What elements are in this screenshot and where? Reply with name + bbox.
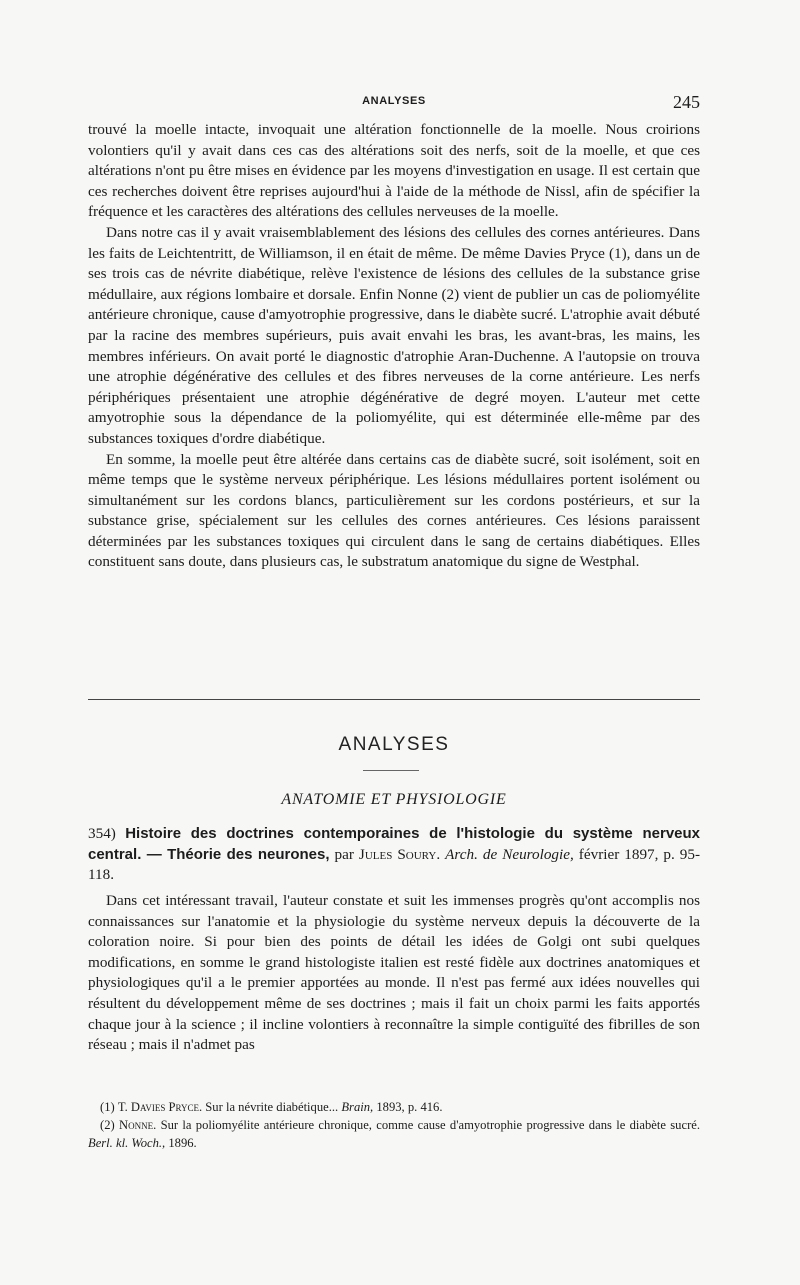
footnote-text: Sur la poliomyélite antérieure chronique, comme cause d'amyotrophie progressive dans le diabète sucré.	[160, 1118, 701, 1132]
entry-by: par	[334, 845, 354, 863]
continued-text-block	[88, 120, 700, 573]
section-subheading: ANATOMIE ET PHYSIOLOGIE	[281, 791, 507, 808]
entry-title: Histoire des doctrines contemporaines de l'histologie du système nerveux central. — Théorie des neurones,	[88, 825, 701, 863]
entry-journal: Arch. de Neurologie,	[445, 845, 574, 863]
page-number: 245	[673, 92, 700, 112]
heading-underline	[363, 770, 419, 771]
footnote-text: Sur la névrite diabétique...	[205, 1100, 339, 1114]
footnotes	[88, 1098, 700, 1152]
running-title: ANALYSES	[362, 95, 426, 107]
analysis-text-block	[88, 891, 700, 1056]
footnote-author: Nonne.	[119, 1118, 157, 1132]
footnote-rest: 1896.	[168, 1136, 197, 1150]
footnote-mark: (1)	[100, 1100, 115, 1114]
entry-number: 354)	[88, 825, 116, 842]
footnote-journal: Brain,	[341, 1100, 374, 1114]
footnote-1	[88, 1098, 700, 1116]
footnote-mark: (2)	[100, 1118, 115, 1132]
entry-author: Jules Soury.	[358, 845, 441, 863]
paragraph: Dans notre cas il y avait vraisemblablement des lésions des cellules des cornes antérieures. Dans les faits de Leichtentritt, de Williamson, il en était de même. De même Davies Pryce (1), dans un de ses trois cas de névrite diabétique, relève l'existence de lésions des cellules de la substance grise médullaire, aux régions lombaire et dorsale. Enfin Nonne (2) vient de publier un cas de poliomyélite antérieure chronique, cause d'amyotrophie progressive, dans le diabète sucré. L'atrophie avait débuté par la racine des membres supérieurs, puis avait envahi les bras, les avant-bras, les mains, les membres inférieurs. On avait porté le diagnostic d'atrophie Aran-Duchenne. A l'autopsie on trouva une atrophie dégénérative des cellules et des fibres nerveuses de la corne antérieure. Les nerfs périphériques présentaient une atrophie dégénérative de degré moyen. L'auteur met cette amyotrophie sous la dépendance de la poliomyélite, qui est déterminée elle-même par des substances toxiques d'ordre diabétique.	[88, 223, 700, 447]
footnote-2	[88, 1116, 700, 1152]
section-divider	[88, 699, 700, 700]
entry-citation: février 1897, p. 95-118.	[88, 845, 701, 884]
paragraph: Dans cet intéressant travail, l'auteur constate et suit les immenses progrès qu'ont accomplis nos connaissances sur l'anatomie et la physiologie du système nerveux depuis la découverte de la coloration noire. Si pour bien des points de détail les idées de Golgi ont subi quelques modifications, en somme le grand histologiste italien est resté fidèle aux doctrines anatomiques et physiologiques qu'il a le premier apportées au monde. Il n'est pas fermé aux idées nouvelles qui résultent du développement même de ses doctrines ; mais il fait un choix parmi les faits apportés chaque jour à la science ; il incline volontiers à reconnaître la simple contiguïté des fibrilles de son réseau ; mais il n'admet pas	[88, 892, 700, 1054]
running-head	[88, 92, 700, 112]
footnote-journal: Berl. kl. Woch.,	[88, 1136, 166, 1150]
paragraph: trouvé la moelle intacte, invoquait une altération fonctionnelle de la moelle. Nous croirions volontiers qu'il y avait dans ces cas des altérations soit des nerfs, soit de la moelle, et que ces altérations n'ont pu être mises en évidence par les moyens d'investigation en usage. Il est certain que ces recherches doivent être reprises aujourd'hui à l'aide de la méthode de Nissl, afin de spécifier la fréquence et les caractères des altérations des cellules nerveuses de la moelle.	[88, 121, 700, 221]
footnote-rest: 1893, p. 416.	[376, 1100, 443, 1114]
analysis-entry-header	[88, 824, 700, 886]
section-heading: ANALYSES	[338, 734, 450, 755]
footnote-author: T. Davies Pryce.	[117, 1100, 203, 1114]
paragraph: En somme, la moelle peut être altérée dans certains cas de diabète sucré, soit isolément, soit en même temps que le système nerveux périphérique. Les lésions médullaires portent isolément ou simultanément sur les cordons blancs, particulièrement sur les cordons postérieurs, et sur la substance grise, spécialement sur les cellules des cornes antérieures. Ces lésions paraissent déterminées par les substances toxiques qui circulent dans le sang de certains diabétiques. Elles constituent sans doute, dans plusieurs cas, le substratum anatomique du signe de Westphal.	[88, 450, 700, 571]
